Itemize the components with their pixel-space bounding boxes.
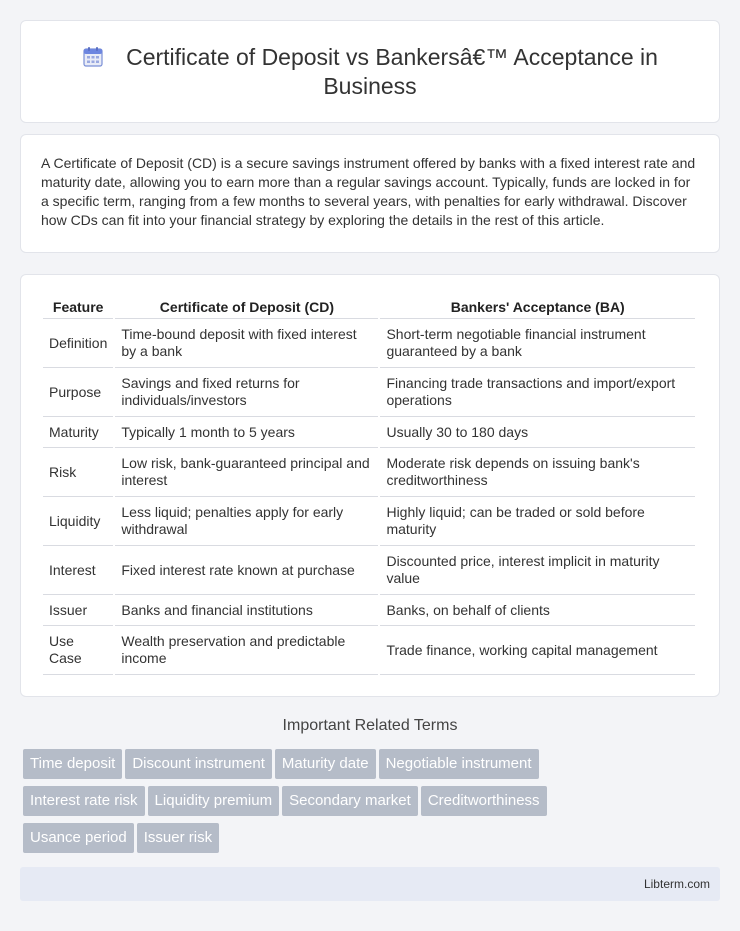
table-row — [43, 595, 695, 626]
table-row — [43, 448, 695, 497]
title-card — [20, 20, 720, 123]
header-cd: Certificate of Deposit (CD) — [115, 293, 378, 319]
term-tag[interactable]: Time deposit — [23, 749, 122, 779]
term-tag[interactable]: Discount instrument — [125, 749, 272, 779]
header-ba: Bankers' Acceptance (BA) — [380, 293, 695, 319]
intro-paragraph: A Certificate of Deposit (CD) is a secure savings instrument offered by banks with a fixed interest rate and maturity date, allowing you to earn more than a regular savings account. Typically, funds are locked in for a specific term, ranging from a few months to several years, with penalties for early withdrawal. Discover how CDs can fit into your financial strategy by exploring the details in the rest of this article. — [41, 155, 696, 228]
term-tag[interactable]: Maturity date — [275, 749, 376, 779]
term-tag[interactable]: Issuer risk — [137, 823, 219, 853]
row-feature: Use Case — [43, 626, 113, 675]
table-row — [43, 319, 695, 368]
row-cd: Wealth preservation and predictable income — [115, 626, 378, 675]
comparison-card — [20, 274, 720, 697]
intro-card — [20, 134, 720, 253]
row-feature: Issuer — [43, 595, 113, 626]
table-header-row — [43, 293, 695, 319]
table-row — [43, 546, 695, 595]
table-row — [43, 417, 695, 448]
term-tag[interactable]: Interest rate risk — [23, 786, 145, 816]
table-row — [43, 497, 695, 546]
header-feature: Feature — [43, 293, 113, 319]
row-cd: Banks and financial institutions — [115, 595, 378, 626]
row-ba: Usually 30 to 180 days — [380, 417, 695, 448]
row-ba: Short-term negotiable financial instrument guaranteed by a bank — [380, 319, 695, 368]
row-cd: Low risk, bank-guaranteed principal and interest — [115, 448, 378, 497]
row-feature: Interest — [43, 546, 113, 595]
calendar-icon — [82, 46, 104, 68]
row-cd: Typically 1 month to 5 years — [115, 417, 378, 448]
term-tag[interactable]: Liquidity premium — [148, 786, 280, 816]
footer — [20, 867, 720, 901]
row-feature: Definition — [43, 319, 113, 368]
row-cd: Savings and fixed returns for individuals/investors — [115, 368, 378, 417]
term-tag[interactable]: Negotiable instrument — [379, 749, 539, 779]
footer-site-link[interactable]: Libterm.com — [643, 877, 710, 891]
row-cd: Time-bound deposit with fixed interest by a bank — [115, 319, 378, 368]
row-ba: Financing trade transactions and import/export operations — [380, 368, 695, 417]
term-tag[interactable]: Usance period — [23, 823, 134, 853]
row-cd: Less liquid; penalties apply for early withdrawal — [115, 497, 378, 546]
row-feature: Liquidity — [43, 497, 113, 546]
row-ba: Moderate risk depends on issuing bank's creditworthiness — [380, 448, 695, 497]
comparison-table — [41, 293, 697, 675]
related-terms-title: Important Related Terms — [282, 717, 458, 734]
term-tag[interactable]: Creditworthiness — [421, 786, 547, 816]
row-ba: Discounted price, interest implicit in maturity value — [380, 546, 695, 595]
row-feature: Purpose — [43, 368, 113, 417]
row-ba: Highly liquid; can be traded or sold before maturity — [380, 497, 695, 546]
page-title — [61, 43, 679, 101]
related-terms-list — [23, 749, 723, 860]
term-tag[interactable]: Secondary market — [282, 786, 418, 816]
table-row — [43, 368, 695, 417]
row-cd: Fixed interest rate known at purchase — [115, 546, 378, 595]
row-feature: Risk — [43, 448, 113, 497]
table-row — [43, 626, 695, 675]
row-ba: Banks, on behalf of clients — [380, 595, 695, 626]
row-ba: Trade finance, working capital management — [380, 626, 695, 675]
page-title-text: Certificate of Deposit vs Bankersâ€™ Acceptance in Business — [126, 43, 658, 99]
row-feature: Maturity — [43, 417, 113, 448]
